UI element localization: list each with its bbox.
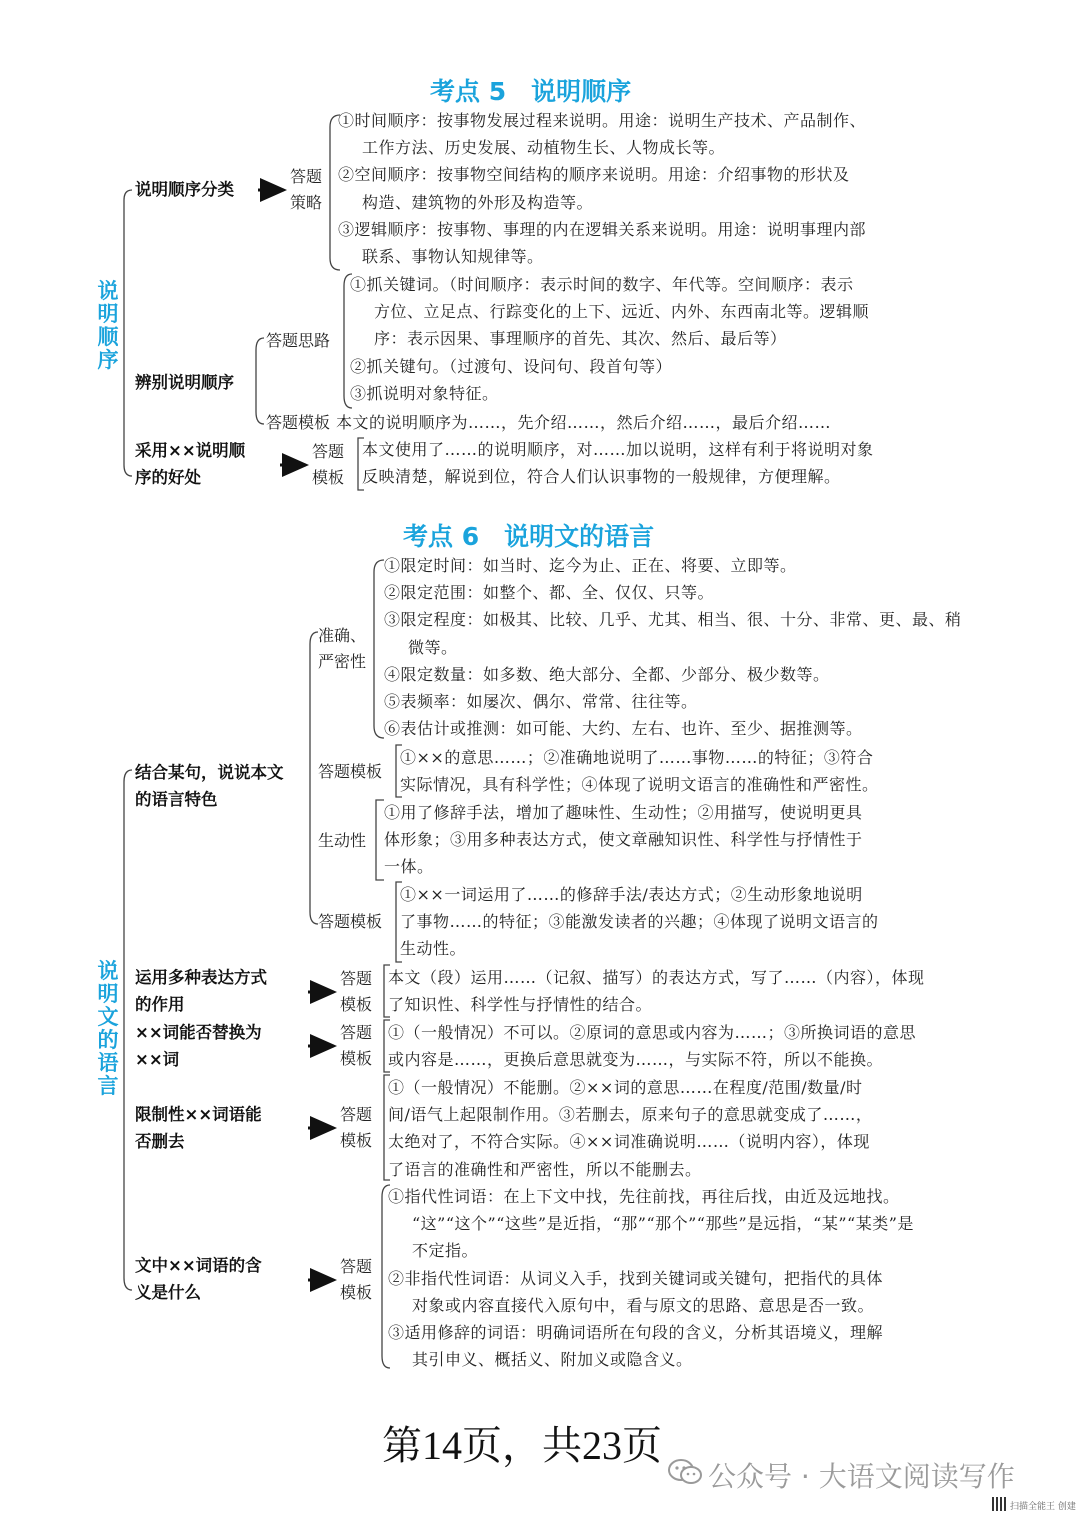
delete-text: ①（一般情况）不能删。②××词的意思……在程度/范围/数量/时 间/语气上起限制作用。③若删去，原来句子的意思就变成了……， 太绝对了，不符合实际。④××词准确说明……（说明内容），体现 了语言的准确性和严密性，所以不能删去。 (388, 1078, 873, 1179)
brace-features (310, 632, 318, 924)
label-expression: 答题 模板 (340, 969, 373, 1014)
label-vivid-template: 答题模板 (318, 912, 383, 931)
side-char: 说 (97, 959, 119, 983)
list-item: ②空间顺序：按事物空间结构的顺序来说明。用途：介绍事物的形状及 构造、建筑物的外形及构造等。 (338, 165, 850, 212)
topic-benefit: 采用××说明顺 序的好处 (135, 441, 246, 487)
replace-text: ①（一般情况）不可以。②原词的意思或内容为……；③所换词语的意思 或内容是……，更换后意思就变为……，与实际不符，所以不能换。 (388, 1023, 917, 1070)
list-item: ①抓关键词。（时间顺序：表示时间的数字、年代等。空间顺序：表示 方位、立足点、行踪变化的上下、远近、内外、东西南北等。逻辑顺 序：表示因果、事理顺序的首先、其次、然后、最后等） (350, 275, 870, 349)
list-item: ③逻辑顺序：按事物、事理的内在逻辑关系来说明。用途：说明事理内部 联系、事物认知规律等。 (338, 219, 867, 267)
topic-expression: 运用多种表达方式 的作用 (135, 968, 267, 1014)
label-identify: 答题思路 (266, 331, 331, 350)
list-item: ⑤表频率：如屡次、偶尔、常常、往往等。 (384, 692, 698, 712)
identify-template: 本文的说明顺序为……，先介绍……，然后介绍……，最后介绍…… (336, 413, 832, 432)
topic-classify: 说明顺序分类 (135, 180, 234, 199)
side-char: 顺 (97, 325, 119, 349)
side-char: 序 (97, 348, 119, 372)
topic-replace: ××词能否替换为 ××词 (135, 1023, 262, 1069)
side-char: 明 (97, 982, 119, 1006)
list-item: ①指代性词语：在上下文中找，先往前找，再往后找，由近及远地找。 “这”“这个”“这些”是近指，“那”“那个”“那些”是远指，“某”“某类”是 不定指。 (388, 1187, 914, 1261)
brace-section5 (124, 190, 132, 476)
section6-heading: 考点 6 说明文的语言 (403, 522, 655, 551)
list-item: ①时间顺序：按事物发展过程来说明。用途：说明生产技术、产品制作、 工作方法、历史发展、动植物生长、人物成长等。 (338, 111, 867, 158)
topic-identify: 辨别说明顺序 (135, 373, 234, 392)
list-item: ③限定程度：如极其、比较、几乎、尤其、相当、很、十分、非常、更、最、稍 微等。 (384, 610, 962, 657)
topic-meaning: 文中××词语的含 义是什么 (135, 1256, 262, 1302)
brace-section6 (124, 770, 132, 1290)
scanner-credit: 扫描全能王 创建 (1010, 1502, 1076, 1512)
label-accurate: 准确、 严密性 (318, 626, 367, 671)
side-char: 说 (97, 279, 119, 303)
list-item: ①限定时间：如当时、迄今为止、正在、将要、立即等。 (384, 556, 797, 575)
list-item: ②非指代性词语：从词义入手，找到关键词或关键句，把指代的具体 对象或内容直接代入原句中，看与原文的思路、意思是否一致。 (388, 1268, 884, 1315)
label-identify-template: 答题模板 (266, 413, 331, 432)
label-replace: 答题 模板 (340, 1023, 373, 1068)
list-item: ②限定范围：如整个、都、全、仅仅、只等。 (384, 583, 715, 603)
topic-features: 结合某句，说说本文 的语言特色 (135, 763, 284, 809)
wechat-icon (668, 1458, 702, 1490)
list-item: ④限定数量：如多数、绝大部分、全都、少部分、极少数等。 (384, 664, 830, 684)
side-char: 文 (97, 1005, 119, 1029)
section6-side-title (95, 960, 121, 1098)
section5-heading: 考点 5 说明顺序 (430, 77, 632, 106)
topic-delete: 限制性××词语能 否删去 (135, 1105, 262, 1151)
label-classify: 答题 策略 (290, 167, 323, 212)
label-accurate-template: 答题模板 (318, 762, 383, 781)
side-char: 明 (97, 302, 119, 326)
brace-identify (256, 338, 264, 424)
meaning-items (388, 1183, 914, 1373)
watermark-text: 公众号 · 大语文阅读写作 (708, 1460, 1015, 1493)
side-char: 的 (97, 1028, 119, 1052)
label-benefit: 答题 模板 (312, 442, 345, 487)
label-meaning: 答题 模板 (340, 1257, 373, 1302)
vivid-template: ①××一词运用了……的修辞手法/表达方式；②生动形象地说明 了事物……的特征；③能激发读者的兴趣；④体现了说明文语言的 生动性。 (400, 885, 879, 959)
vivid-text: ①用了修辞手法，增加了趣味性、生动性；②用描写，使说明更具 体形象；③用多种表达方式，使文章融知识性、科学性与抒情性于 一体。 (384, 803, 863, 877)
brace-accurate (374, 560, 384, 738)
list-item: ②抓关键句。（过渡句、设问句、段首句等） (350, 356, 673, 376)
identify-items (350, 271, 869, 407)
qr-icon (992, 1497, 1006, 1511)
label-delete: 答题 模板 (340, 1105, 373, 1150)
page-number: 第14页，共23页 (382, 1423, 662, 1468)
side-char: 语 (97, 1051, 119, 1075)
accurate-items (384, 552, 962, 742)
list-item: ⑥表估计或推测：如可能、大约、左右、也许、至少、据推测等。 (384, 719, 863, 739)
accurate-template: ①××的意思……；②准确地说明了……事物……的特征；③符合 实际情况，具有科学性；④体现了说明文语言的准确性和严密性。 (400, 748, 879, 795)
benefit-text: 本文使用了……的说明顺序，对……加以说明，这样有利于将说明对象 反映清楚，解说到位，符合人们认识事物的一般规律，方便理解。 (362, 440, 874, 487)
list-item: ③适用修辞的词语：明确词语所在句段的含义，分析其语境义，理解 其引申义、概括义、附加义或隐含义。 (388, 1323, 884, 1370)
side-char: 言 (97, 1074, 119, 1098)
bracket-vivid (376, 800, 384, 880)
list-item: ③抓说明对象特征。 (350, 383, 499, 403)
section5-side-title (95, 280, 121, 372)
label-vivid: 生动性 (318, 831, 367, 850)
classify-items (338, 107, 866, 270)
expression-text: 本文（段）运用……（记叙、描写）的表达方式，写了……（内容），体现 了知识性、科学性与抒情性的结合。 (388, 968, 925, 1015)
